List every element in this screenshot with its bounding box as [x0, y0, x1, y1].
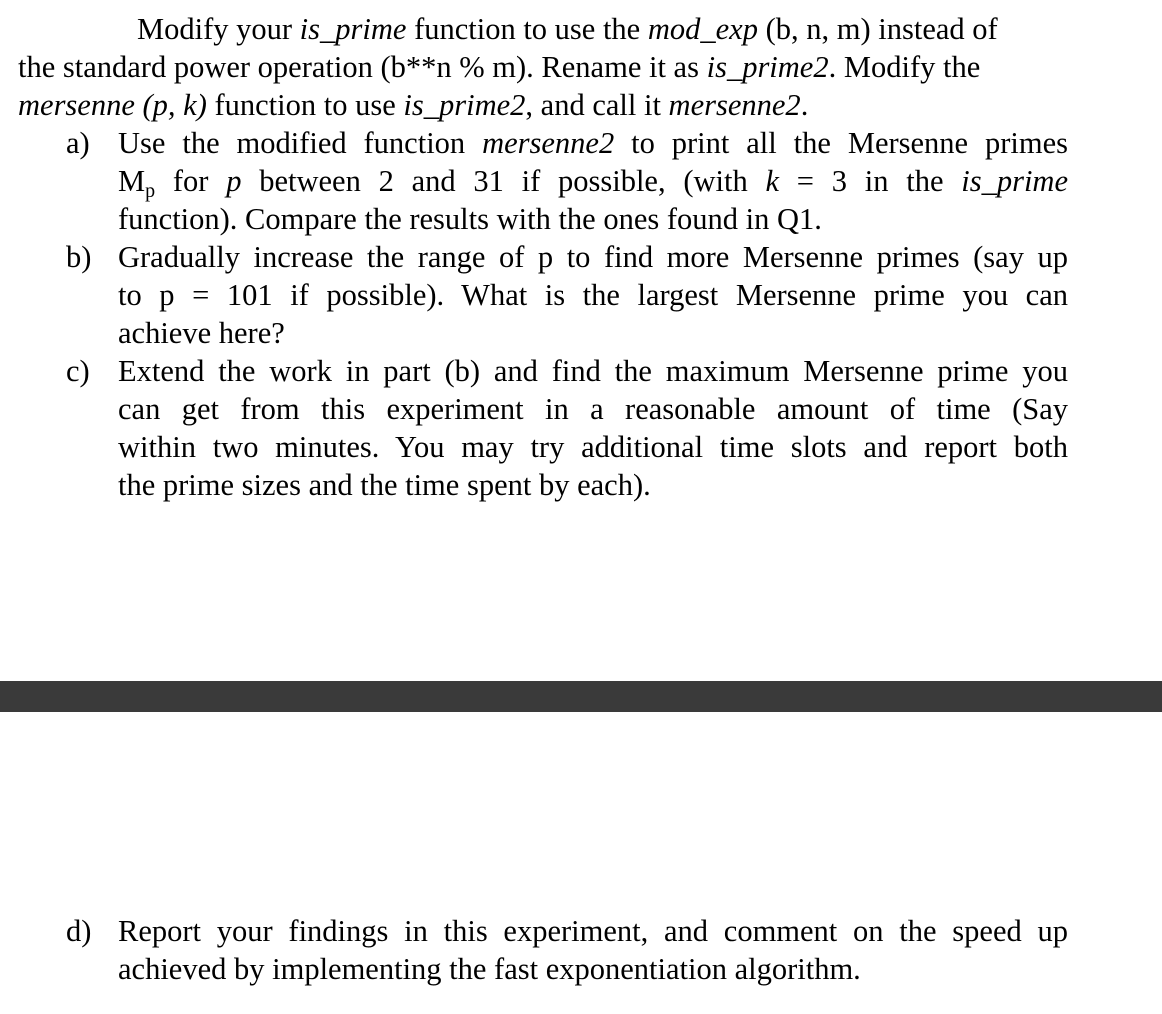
- intro-text: the standard power operation (b**n % m). Rename it as: [18, 50, 707, 84]
- item-b-line-2: to p = 101 if possible). What is the largest Mersenne prime you can: [118, 278, 1068, 312]
- underscore: _: [700, 12, 716, 46]
- item-a-line-3: function). Compare the results with the ones found in Q1.: [118, 202, 822, 236]
- function-name: is: [403, 88, 424, 122]
- mersenne-subscript: p: [145, 180, 156, 202]
- intro-text: (b, n, m) instead of: [757, 12, 998, 46]
- intro-text: . Modify the: [828, 50, 981, 84]
- item-c-marker: c): [66, 354, 90, 388]
- item-c-line-4: the prime sizes and the time spent by each).: [118, 468, 651, 502]
- mersenne-symbol: M: [118, 164, 146, 198]
- function-name: mod: [647, 12, 701, 46]
- intro-text: function to use the: [406, 12, 648, 46]
- intro-line-2: [18, 52, 980, 83]
- intro-text: , and call it: [525, 88, 669, 122]
- function-name: mersenne2: [482, 126, 615, 160]
- function-name: is: [961, 164, 982, 198]
- item-a-marker: a): [66, 126, 90, 160]
- function-signature: mersenne (p, k): [18, 88, 207, 122]
- underscore: _: [320, 12, 336, 46]
- item-text: = 3 in the: [779, 164, 962, 198]
- item-c-line-3: within two minutes. You may try additional time slots and report both: [118, 430, 1068, 464]
- item-text: for: [155, 164, 227, 198]
- item-c-line-1: Extend the work in part (b) and find the maximum Mersenne prime you: [118, 354, 1068, 388]
- item-d-marker: d): [66, 914, 92, 948]
- function-name: prime2: [438, 88, 526, 122]
- item-c-line-2: can get from this experiment in a reasonable amount of time (Say: [118, 392, 1068, 426]
- item-b-line-1: Gradually increase the range of p to find more Mersenne primes (say up: [118, 240, 1068, 274]
- intro-line-3: [18, 90, 808, 121]
- intro-text: function to use: [206, 88, 404, 122]
- item-a-line-1: [118, 128, 1068, 159]
- item-b-line-3: achieve here?: [118, 316, 285, 350]
- function-name: prime2: [742, 50, 829, 84]
- function-name: exp: [715, 12, 758, 46]
- underscore: _: [726, 50, 743, 84]
- intro-text: Modify your: [137, 12, 300, 46]
- intro-text: .: [800, 88, 809, 122]
- function-name: prime: [996, 164, 1068, 198]
- intro-line-1: [137, 14, 998, 45]
- item-text: to print all the Mersenne primes: [614, 126, 1068, 160]
- underscore: _: [423, 88, 439, 122]
- function-name: is: [299, 12, 321, 46]
- section-divider: [0, 681, 1162, 712]
- item-text: between 2 and 31 if possible, (with: [241, 164, 766, 198]
- item-d-line-1: Report your findings in this experiment, and comment on the speed up: [118, 914, 1068, 948]
- item-b-marker: b): [66, 240, 92, 274]
- item-d-line-2: achieved by implementing the fast exponentiation algorithm.: [118, 952, 861, 986]
- function-name: mersenne2: [668, 88, 801, 122]
- underscore: _: [981, 164, 997, 198]
- variable-p: p: [226, 164, 242, 198]
- function-name: is: [706, 50, 727, 84]
- item-a-line-2: [118, 166, 1068, 201]
- item-text: Use the modified function: [118, 126, 483, 160]
- variable-k: k: [765, 164, 780, 198]
- function-name: prime: [335, 12, 407, 46]
